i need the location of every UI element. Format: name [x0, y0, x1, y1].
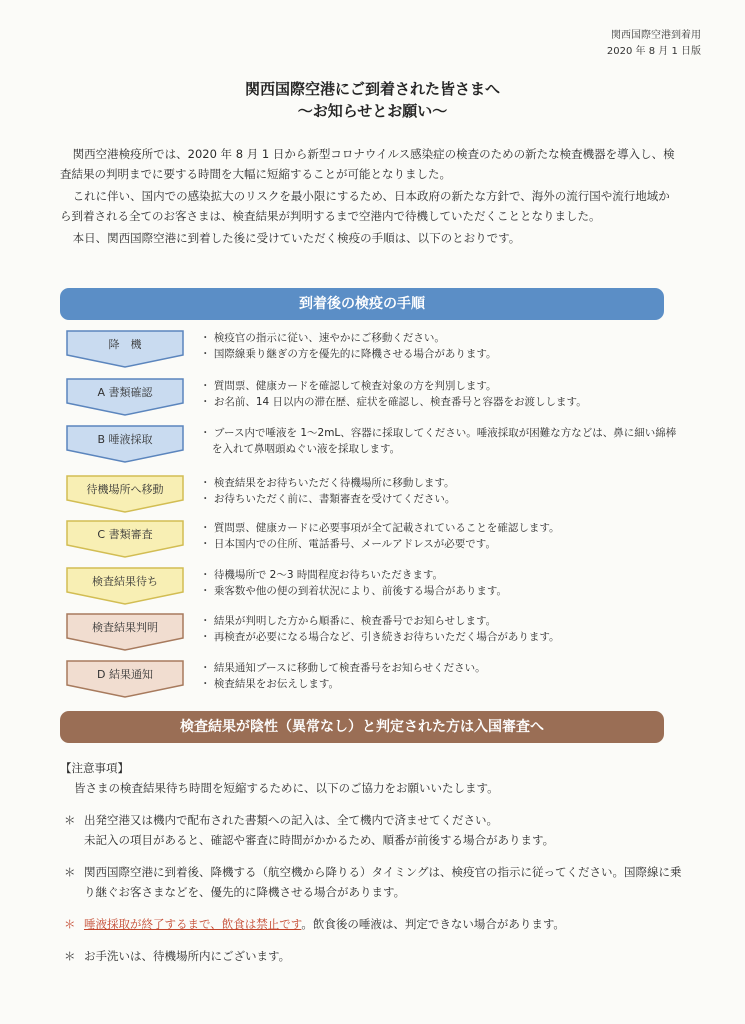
step-description [200, 425, 680, 457]
step-description [200, 520, 680, 552]
step-description-line: ・ 検査結果をお待ちいただく待機場所に移動します。 [200, 477, 455, 489]
intro-paragraph-1: 関西空港検疫所では、2020 年 8 月 1 日から新型コロナウイルス感染症の検査のための新たな検査機器を導入し、検査結果の判明までに要する時間を大幅に短縮することが可能となりました。 [60, 147, 675, 181]
step-description [200, 567, 680, 599]
step-description-line: ・ 再検査が必要になる場合など、引き続きお待ちいただく場合があります。 [200, 631, 560, 643]
result-banner: 検査結果が陰性（異常なし）と判定された方は入国審査へ [60, 711, 664, 743]
step-label: 検査結果待ち [92, 575, 158, 588]
procedure-step [60, 660, 680, 700]
step-label: 検査結果判明 [92, 621, 158, 634]
asterisk-icon: ＊ [64, 813, 76, 827]
note-item-4-text: お手洗いは、待機場所内にございます。 [84, 949, 291, 963]
step-description-line: ・ ブース内で唾液を 1～2mL、容器に採取してください。唾液採取が困難な方などは、鼻に細い綿棒を入れて鼻咽頭ぬぐい液を採取します。 [200, 427, 677, 455]
note-item-1 [60, 810, 690, 850]
asterisk-icon: ＊ [64, 917, 76, 931]
intro-text [60, 144, 680, 250]
intro-paragraph-2: これに伴い、国内での感染拡大のリスクを最小限にするため、日本政府の新たな方針で、海外の流行国や流行地域から到着される全てのお客さまは、検査結果が判明するまで空港内で待機していただくこととなりました。 [60, 189, 670, 223]
step-label: D 結果通知 [97, 668, 153, 681]
notes-intro: 皆さまの検査結果待ち時間を短縮するために、以下のご協力をお願いいたします。 [74, 781, 499, 795]
step-description-line: ・ 待機場所で 2～3 時間程度お待ちいただきます。 [200, 569, 444, 581]
procedure-step [60, 567, 680, 607]
step-description-line: ・ 検査結果をお伝えします。 [200, 678, 339, 690]
procedure-step [60, 425, 680, 465]
step-description [200, 613, 680, 645]
procedure-step [60, 520, 680, 560]
notes-section [60, 758, 690, 978]
step-description [200, 660, 680, 692]
step-description-line: ・ 結果通知ブースに移動して検査番号をお知らせください。 [200, 662, 486, 674]
procedure-banner: 到着後の検疫の手順 [60, 288, 664, 320]
note-item-2 [60, 862, 690, 902]
notes-heading: 【注意事項】 [60, 761, 129, 775]
procedure-step [60, 475, 680, 515]
procedure-step [60, 330, 680, 370]
note-item-3-text: 。飲食後の唾液は、判定できない場合があります。 [301, 917, 565, 931]
note-item-1-subtext: 未記入の項目があると、確認や審査に時間がかかるため、順番が前後する場合があります。 [84, 833, 555, 847]
step-description-line: ・ お待ちいただく前に、書類審査を受けてください。 [200, 493, 456, 505]
note-item-1-text: 出発空港又は機内で配布された書類への記入は、全て機内で済ませてください。 [84, 813, 498, 827]
asterisk-icon: ＊ [64, 949, 76, 963]
step-description-line: ・ 日本国内での住所、電話番号、メールアドレスが必要です。 [200, 538, 496, 550]
procedure-step [60, 613, 680, 653]
page-title: 関西国際空港にご到着された皆さまへ [244, 80, 500, 98]
page-subtitle: ～お知らせとお願い～ [297, 102, 448, 120]
asterisk-icon: ＊ [64, 865, 76, 879]
edition-note-line1: 関西国際空港到着用 [611, 30, 701, 41]
step-label: 降 機 [108, 338, 142, 351]
step-description-line: ・ 検疫官の指示に従い、速やかにご移動ください。 [200, 332, 445, 344]
step-label: 待機場所へ移動 [86, 483, 164, 496]
procedure-step [60, 378, 680, 418]
step-description [200, 475, 680, 507]
intro-paragraph-3: 本日、関西国際空港に到着した後に受けていただく検疫の手順は、以下のとおりです。 [72, 231, 521, 245]
edition-note-line2: 2020 年 8 月 1 日版 [606, 46, 701, 57]
step-description [200, 330, 680, 362]
note-item-4 [60, 946, 690, 966]
step-label: B 唾液採取 [97, 433, 153, 446]
step-label: A 書類確認 [97, 386, 153, 399]
step-description-line: ・ 質問票、健康カードを確認して検査対象の方を判別します。 [200, 380, 497, 392]
step-description-line: ・ お名前、14 日以内の滞在歴、症状を確認し、検査番号と容器をお渡しします。 [200, 396, 587, 408]
step-description-line: ・ 乗客数や他の便の到着状況により、前後する場合があります。 [200, 585, 507, 597]
step-description-line: ・ 結果が判明した方から順番に、検査番号でお知らせします。 [200, 615, 497, 627]
note-item-3 [60, 914, 690, 934]
note-item-2-text: 関西国際空港に到着後、降機する（航空機から降りる）タイミングは、検疫官の指示に従ってください。国際線に乗り継ぐお客さまなどを、優先的に降機させる場合があります。 [84, 865, 682, 899]
step-label: C 書類審査 [97, 528, 153, 541]
step-description-line: ・ 国際線乗り継ぎの方を優先的に降機させる場合があります。 [200, 348, 497, 360]
note-item-3-warning: 唾液採取が終了するまで、飲食は禁止です [84, 917, 302, 931]
step-description-line: ・ 質問票、健康カードに必要事項が全て記載されていることを確認します。 [200, 522, 560, 534]
edition-note [607, 28, 701, 60]
step-description [200, 378, 680, 410]
